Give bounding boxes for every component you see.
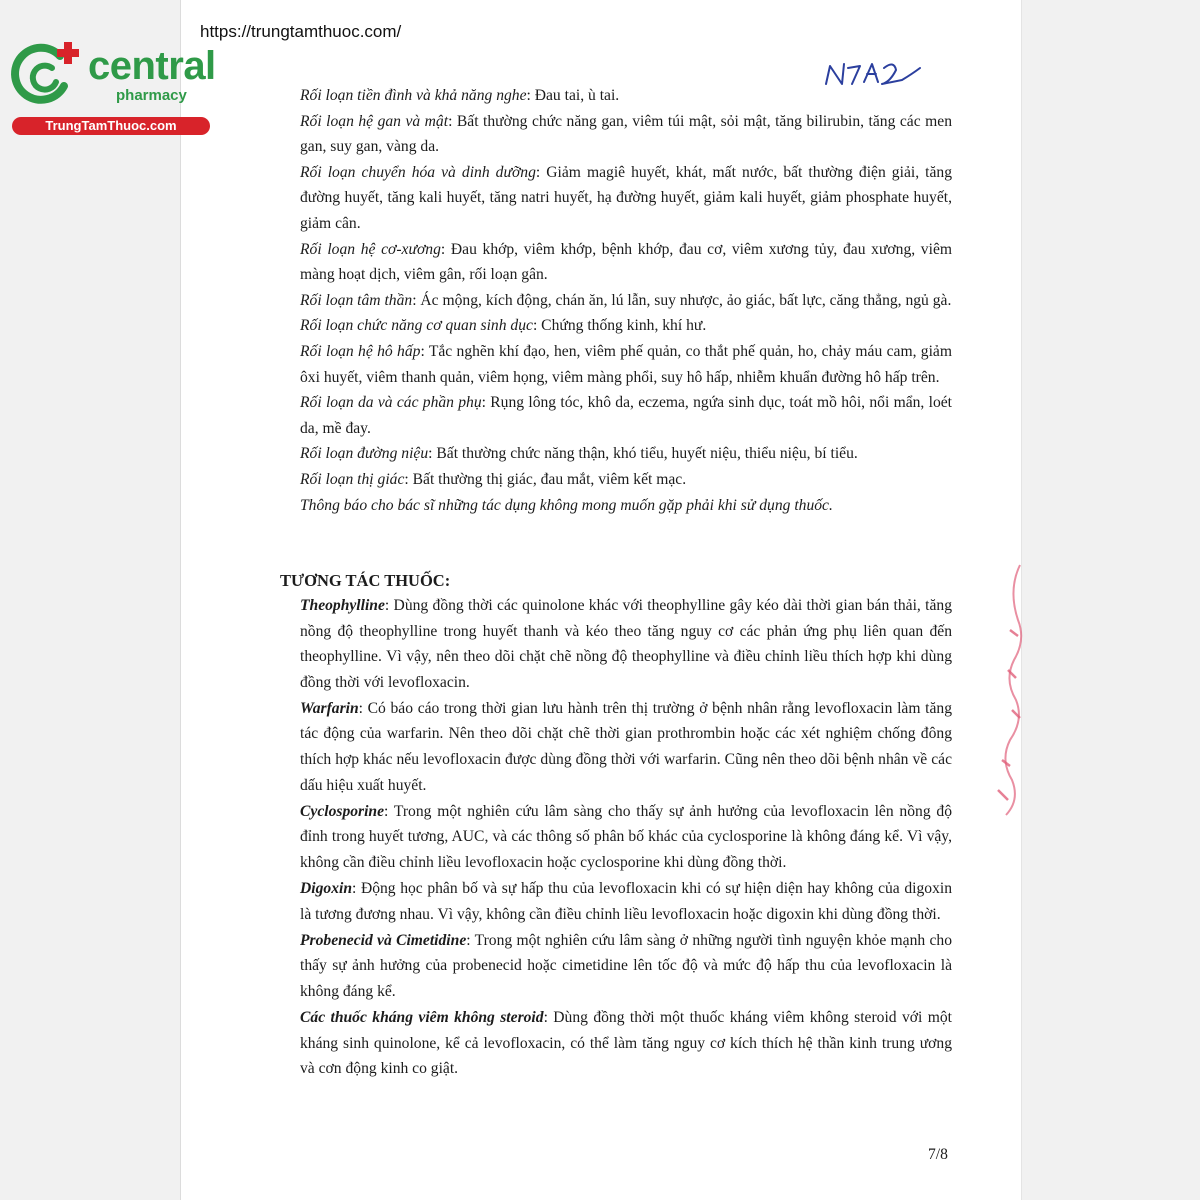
drug-name: Theophylline xyxy=(300,597,385,614)
interaction-item: Warfarin: Có báo cáo trong thời gian lưu hành trên thị trường ở bệnh nhân rằng levofloxacin làm tăng tác động của warfarin. Nên theo dõi chặt chẽ thời gian prothrombin hoặc các xét nghiệm chống đông thích hợp khác nếu levofloxacin được dùng đồng thời với warfarin. Cũng nên theo dõi bệnh nhân về các dấu hiệu xuất huyết. xyxy=(300,699,952,794)
doctor-notice: Thông báo cho bác sĩ những tác dụng không mong muốn gặp phải khi sử dụng thuốc. xyxy=(300,496,833,514)
adverse-effect-item: Rối loạn hệ gan và mật: Bất thường chức năng gan, viêm túi mật, sỏi mật, tăng bilirubin, tăng các men gan, suy gan, vàng da. xyxy=(300,112,952,156)
drug-name: Digoxin xyxy=(300,880,352,898)
interaction-item: Các thuốc kháng viêm không steroid: Dùng đồng thời một thuốc kháng viêm không steroid với một kháng sinh quinolone, kể cả levofloxacin, có thể làm tăng nguy cơ kích thích hệ thần kinh trung ương và cơn động kinh co giật. xyxy=(300,1009,952,1078)
interaction-item: Theophylline: Dùng đồng thời các quinolone khác với theophylline gây kéo dài thời gian bán thải, tăng nồng độ theophylline trong huyết thanh và kéo theo tăng nguy cơ các phản ứng phụ liên quan đến theophylline. Vì vậy, nên theo dõi chặt chẽ nồng độ theophylline và điều chỉnh liều thích hợp khi dùng đồng thời với levofloxacin. xyxy=(300,597,952,691)
logo-subtitle: pharmacy xyxy=(116,87,187,104)
drug-name: Các thuốc kháng viêm không steroid xyxy=(300,1009,544,1026)
page-number: 7/8 xyxy=(928,1146,948,1163)
adverse-effect-item: Rối loạn tiền đình và khả năng nghe: Đau tai, ù tai. xyxy=(300,87,620,104)
drug-interactions-section xyxy=(300,593,952,1082)
adverse-effect-item: Rối loạn thị giác: Bất thường thị giác, đau mắt, viêm kết mạc. xyxy=(300,470,687,488)
adverse-effect-item: Rối loạn da và các phần phụ: Rụng lông tóc, khô da, eczema, ngứa sinh dục, toát mồ hôi, nổi mẩn, loét da, mề đay. xyxy=(300,394,952,437)
interaction-item: Digoxin: Động học phân bố và sự hấp thu của levofloxacin khi có sự hiện diện hay không của digoxin là tương đương nhau. Vì vậy, không cần điều chỉnh liều levofloxacin hoặc digoxin khi dùng đồng thời. xyxy=(300,880,952,923)
interaction-item: Probenecid và Cimetidine: Trong một nghiên cứu lâm sàng ở những người tình nguyện khỏe mạnh cho thấy sự ảnh hưởng của probenecid hoặc cimetidine lên tốc độ và mức độ hấp thu của levofloxacin là không đáng kể. xyxy=(300,931,952,1000)
interaction-item: Cyclosporine: Trong một nghiên cứu lâm sàng cho thấy sự ảnh hưởng của levofloxacin lên nồng độ đỉnh trong huyết tương, AUC, và các thông số phân bố khác của cyclosporine là không đáng kể. Vì vậy, không cần điều chỉnh liều levofloxacin hoặc cyclosporine khi dùng đồng thời. xyxy=(300,802,952,871)
drug-name: Cyclosporine xyxy=(300,802,385,820)
pharmacy-cross-logo-icon xyxy=(8,34,88,114)
adverse-effects-section xyxy=(300,83,952,518)
drug-name: Warfarin xyxy=(300,699,359,717)
adverse-effect-item: Rối loạn chuyển hóa và dinh dưỡng: Giảm magiê huyết, khát, mất nước, bất thường điện giải, tăng đường huyết, tăng kali huyết, tăng natri huyết, hạ đường huyết, giảm kali huyết, giảm phosphate huyết, giảm cân. xyxy=(300,163,952,232)
adverse-effect-item: Rối loạn đường niệu: Bất thường chức năng thận, khó tiểu, huyết niệu, thiểu niệu, bí tiểu. xyxy=(300,445,858,463)
drug-name: Probenecid và Cimetidine xyxy=(300,931,467,949)
adverse-effect-item: Rối loạn tâm thần: Ác mộng, kích động, chán ăn, lú lẫn, suy nhược, ảo giác, bất lực, căng thẳng, ngủ gà. xyxy=(300,291,952,309)
source-url[interactable]: https://trungtamthuoc.com/ xyxy=(200,22,402,41)
adverse-effect-item: Rối loạn chức năng cơ quan sinh dục: Chứng thống kinh, khí hư. xyxy=(300,317,707,335)
adverse-effect-item: Rối loạn hệ hô hấp: Tắc nghẽn khí đạo, hen, viêm phế quản, co thắt phế quản, ho, chảy máu cam, giảm ôxi huyết, viêm thanh quản, viêm họng, viêm màng phổi, suy hô hấp, nhiễm khuẩn đường hô hấp trên. xyxy=(300,342,952,386)
adverse-effect-item: Rối loạn hệ cơ-xương: Đau khớp, viêm khớp, bệnh khớp, đau cơ, viêm xương tủy, đau xương, viêm màng hoạt dịch, viêm gân, rối loạn gân. xyxy=(300,240,952,284)
central-pharmacy-logo[interactable] xyxy=(8,34,214,136)
interactions-heading: TƯƠNG TÁC THUỐC: xyxy=(280,571,451,590)
red-stamp-edge xyxy=(990,560,1030,820)
logo-name: central xyxy=(88,44,216,88)
logo-banner: TrungTamThuoc.com xyxy=(12,117,210,135)
